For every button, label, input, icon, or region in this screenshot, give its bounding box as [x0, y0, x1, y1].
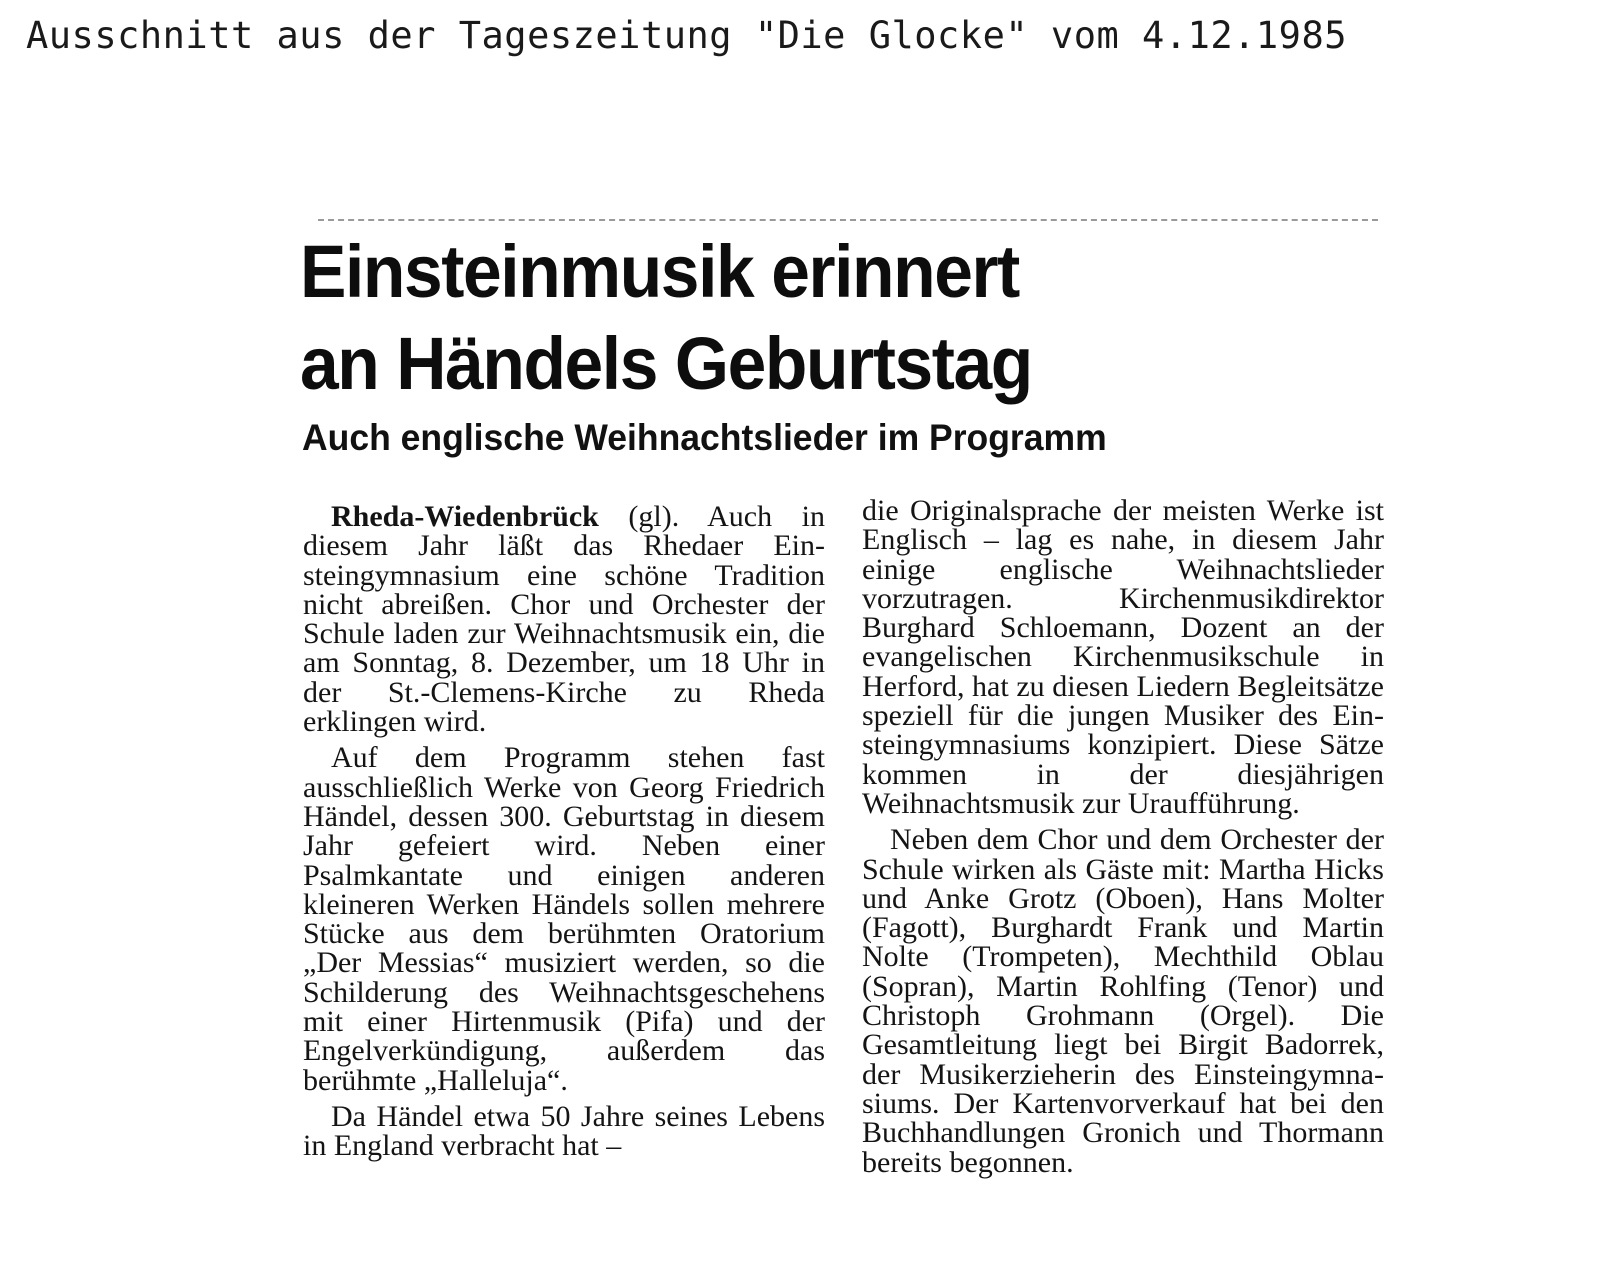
headline-line-1: Einsteinmusik erinnert [300, 230, 1019, 313]
paragraph-1 [303, 500, 825, 739]
paragraph-4: Neben dem Chor und dem Orchester der Schule wirken als Gäste mit: Martha Hicks und Anke Grotz (Oboen), Hans Molter (Fagott), Burghardt Frank und Martin Nolte (Trompeten), Mechthild Oblau (Sopran), Martin Rohlfing (Tenor) und Christoph Grohmann (Orgel). Die Gesamtleitung liegt bei Birgit Badorrek, der Musikerzieherin des Einsteingymnasiums. Der Kartenvorverkauf hat bei den Buchhandlungen Gronich und Thormann bereits begonnen. [862, 823, 1384, 1179]
clipping-caption: Ausschnitt aus der Tageszeitung "Die Glocke" vom 4.12.1985 [26, 14, 1348, 57]
article-column-left [303, 502, 825, 1161]
subheadline: Auch englische Weihnachtslieder im Programm [302, 417, 1107, 458]
dateline: Rheda-Wiedenbrück [331, 500, 599, 533]
paragraph-2: Auf dem Programm stehen fast ausschließlich Werke von Georg Friedrich Händel, dessen 300. Geburtstag in diesem Jahr gefeiert wird. Neben einer Psalmkantate und einigen anderen kleineren Werken Händels sollen mehrere Stücke aus dem berühmten Oratorium „Der Messias“ musiziert werden, so die Schilderung des Weihnachtsgeschehens mit einer Hirtenmusik (Pifa) und der Engelverkündigung, außerdem das berühmte „Halleluja“. [303, 741, 825, 1097]
top-divider [318, 219, 1378, 221]
paragraph-3-continued: die Originalsprache der meisten Werke ist Englisch – lag es nahe, in diesem Jahr einige englische Weihnachtslieder vorzutragen. Kirchenmusikdirektor Burghard Schloemann, Dozent an der evangelischen Kirchenmusikschule in Herford, hat zu diesen Liedern Begleitsätze speziell für die jungen Musiker des Einsteingymnasiums konzipiert. Diese Sätze kommen in der diesjährigen Weihnachtsmusik zur Uraufführung. [862, 494, 1384, 820]
paragraph-3-start: Da Händel etwa 50 Jahre seines Lebens in England verbracht hat – [303, 1099, 825, 1163]
article-column-right [862, 496, 1384, 1177]
headline [300, 226, 1240, 410]
paragraph-1-text: (gl). Auch in diesem Jahr läßt das Rhedaer Einsteingymnasium eine schöne Tradition nicht abreißen. Chor und Orchester der Schule laden zur Weihnachtsmusik ein, die am Sonntag, 8. Dezember, um 18 Uhr in der St.-Clemens-Kirche zu Rheda erklingen wird. [303, 500, 825, 739]
headline-line-2: an Händels Geburtstag [300, 322, 1032, 405]
